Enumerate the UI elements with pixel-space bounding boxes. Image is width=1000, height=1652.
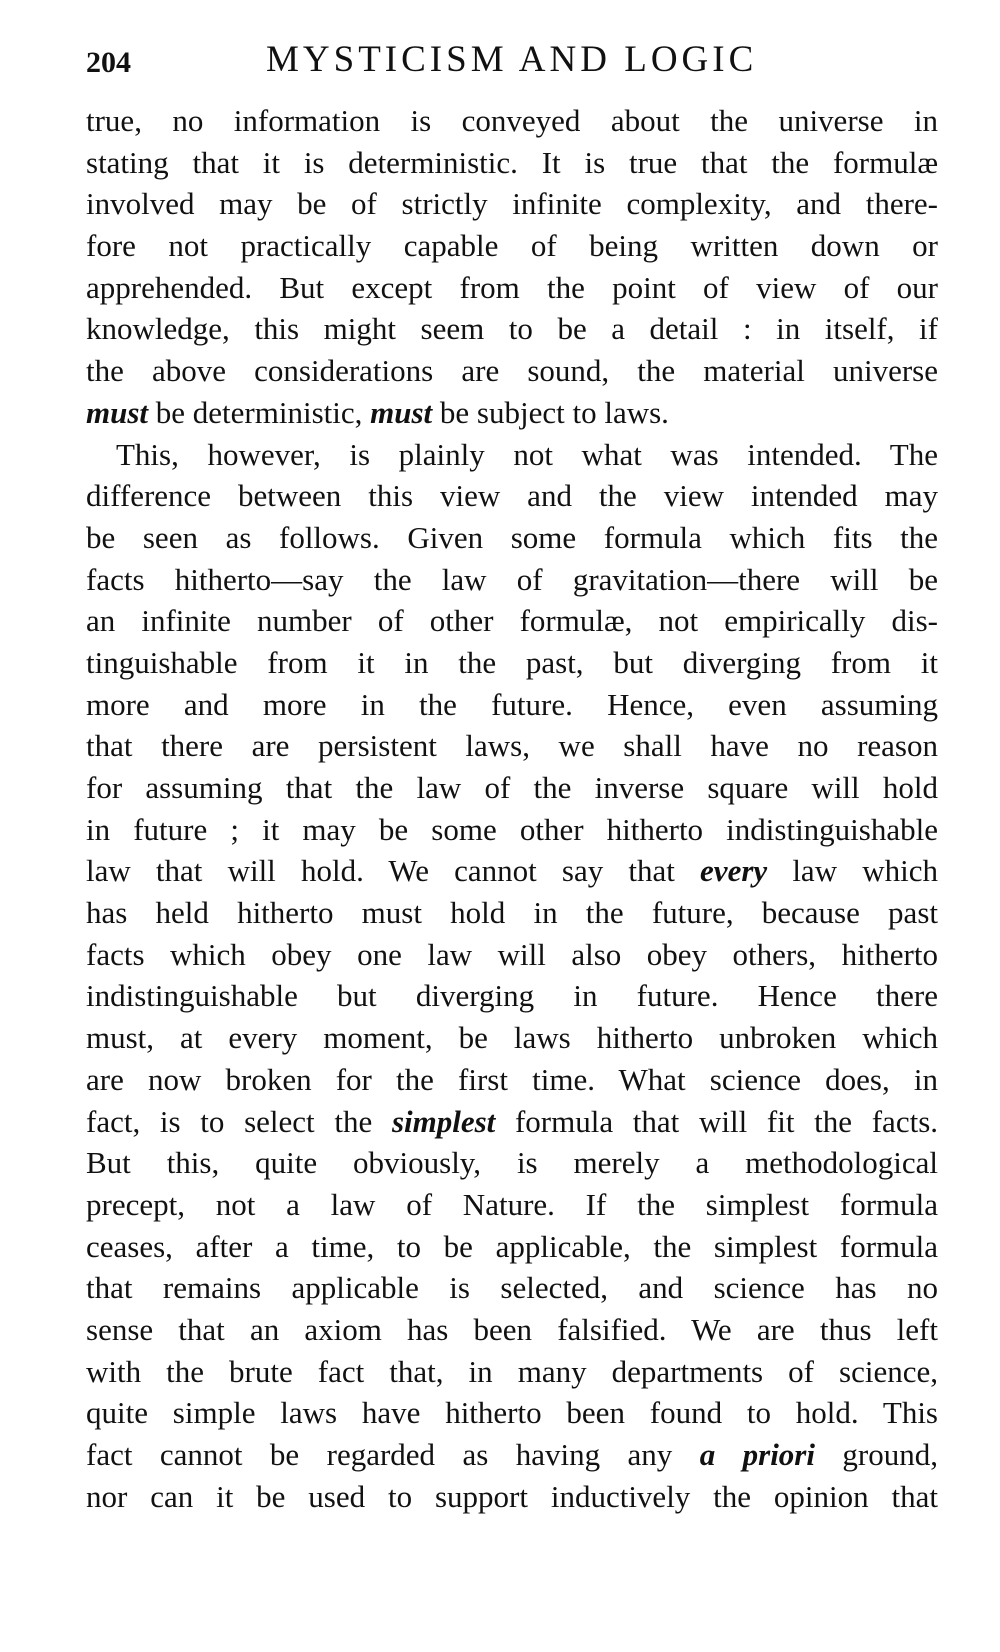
page-header bbox=[86, 38, 938, 88]
text-line: must, at every moment, be laws hitherto unbroken which bbox=[86, 1020, 938, 1056]
text-line: that there are persistent laws, we shall have no reason bbox=[86, 728, 938, 764]
text-line: tinguishable from it in the past, but diverging from it bbox=[86, 644, 938, 680]
text-line: true, no information is conveyed about the universe in bbox=[86, 103, 938, 138]
text-line: indistinguishable but diverging in future. Hence there bbox=[86, 978, 938, 1014]
text-line: with the brute fact that, in many departments of science, bbox=[86, 1353, 938, 1389]
text-line: ceases, after a time, to be applicable, the simplest formula bbox=[86, 1228, 938, 1264]
text-line: has held hitherto must hold in the future, because past bbox=[86, 895, 938, 931]
text-line: precept, not a law of Nature. If the simplest formula bbox=[86, 1186, 938, 1222]
italic-word: every bbox=[700, 853, 768, 889]
text-segment: ground, bbox=[814, 1437, 938, 1472]
body-text bbox=[86, 100, 938, 1517]
text-line: are now broken for the first time. What science does, in bbox=[86, 1061, 938, 1097]
text-line: knowledge, this might seem to be a detail : in itself, if bbox=[86, 311, 938, 347]
italic-word: simplest bbox=[391, 1103, 496, 1139]
text-line: for assuming that the law of the inverse square will hold bbox=[86, 770, 938, 805]
text-segment: formula that will fit the facts. bbox=[495, 1103, 938, 1139]
text-line: stating that it is deterministic. It is true that the formulæ bbox=[86, 144, 938, 180]
text-line bbox=[86, 850, 938, 892]
text-line: nor can it be used to support inductively the opinion that bbox=[86, 1478, 938, 1514]
page-number: 204 bbox=[86, 46, 131, 79]
text-line: that remains applicable is selected, and science has no bbox=[86, 1270, 938, 1306]
text-line: more and more in the future. Hence, even assuming bbox=[86, 686, 938, 722]
text-line: But this, quite obviously, is merely a methodological bbox=[86, 1145, 938, 1181]
text-segment: law which bbox=[767, 853, 938, 889]
text-line: the above considerations are sound, the material universe bbox=[86, 353, 938, 389]
text-line: apprehended. But except from the point of view of our bbox=[86, 269, 938, 305]
text-line bbox=[86, 1434, 938, 1476]
text-line: involved may be of strictly infinite complexity, and there- bbox=[86, 186, 938, 222]
text-segment: be subject to laws. bbox=[432, 394, 669, 430]
text-line: in future ; it may be some other hitherto indistinguishable bbox=[86, 811, 938, 847]
text-segment: fact, is to select the bbox=[86, 1103, 392, 1139]
text-segment: fact cannot be regarded as having any bbox=[86, 1437, 700, 1472]
text-segment: law that will hold. We cannot say that bbox=[86, 853, 701, 889]
italic-word: must bbox=[86, 394, 149, 430]
text-line: facts which obey one law will also obey others, hitherto bbox=[86, 936, 938, 972]
text-line: an infinite number of other formulæ, not empirically dis- bbox=[86, 603, 938, 639]
text-line: fore not practically capable of being written down or bbox=[86, 228, 938, 264]
italic-word: a priori bbox=[699, 1437, 815, 1472]
text-segment: be deterministic, bbox=[148, 394, 371, 430]
text-line bbox=[86, 1101, 938, 1143]
text-line: sense that an axiom has been falsified. We are thus left bbox=[86, 1311, 938, 1347]
text-line: quite simple laws have hitherto been found to hold. This bbox=[86, 1395, 938, 1431]
italic-word: must bbox=[370, 394, 433, 430]
text-line: difference between this view and the view intended may bbox=[86, 478, 938, 514]
running-title: MYSTICISM AND LOGIC bbox=[266, 39, 758, 80]
paragraph-first-line: This, however, is plainly not what was intended. The bbox=[116, 436, 938, 472]
text-line: be seen as follows. Given some formula which fits the bbox=[86, 519, 938, 555]
text-line: facts hitherto—say the law of gravitation—there will be bbox=[86, 561, 938, 597]
text-line bbox=[86, 392, 938, 434]
